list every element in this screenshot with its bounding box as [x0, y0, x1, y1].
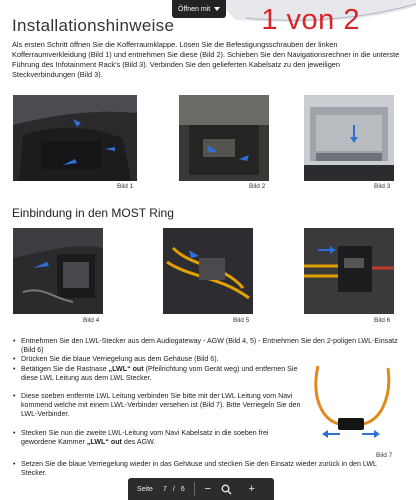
list-item — [12, 460, 404, 478]
photo-bild-3 — [304, 95, 394, 181]
photo-bild-7 — [306, 362, 396, 448]
caption-bild-4: Bild 4 — [83, 317, 100, 324]
photo-bild-5 — [163, 228, 253, 314]
pager-divider — [194, 482, 195, 496]
caret-down-icon — [214, 7, 220, 11]
list-item: • Diese soeben entfernte LWL Leitung verbinden Sie bitte mit der LWL Leitung vom Navi kommend welche mit einem LWL-Verbinder versehen ist (Bild 7). Bitte Verriegeln Sie den LWL-Verbinder. — [12, 392, 302, 420]
intro-paragraph: Als ersten Schritt öffnen Sie die Kofferraumklappe. Lösen Sie die Befestigungsschrauben der linken Kofferraumverkleidung (Bild 1) und entnehmen Sie diese (Bild 2). Schieben Sie den Navigationsrechner in die unterste Führung des Infotainment Rack's (Bild 3). Verbinden Sie den gelieferten Kabelsatz zu den jeweiligen Steckverbindungen (Bild 3). — [12, 40, 400, 79]
photo-bild-6 — [304, 228, 394, 314]
list-item-text: Stecken Sie nun die zweite LWL-Leitung vom Navi Kabelsatz in die soeben frei gewordene Kammer — [21, 428, 269, 446]
caption-bild-5: Bild 5 — [233, 317, 250, 324]
list-item — [12, 429, 302, 447]
current-page-field[interactable]: 7 — [162, 485, 167, 493]
total-pages: 6 — [180, 485, 185, 493]
page-label: Seite — [137, 485, 153, 493]
zoom-out-button[interactable]: − — [204, 482, 211, 495]
photo-bild-4 — [13, 228, 103, 314]
list-item — [12, 365, 302, 383]
caption-bild-6: Bild 6 — [374, 317, 391, 324]
page-title: Installationshinweise — [12, 16, 175, 35]
caption-bild-1: Bild 1 — [117, 183, 134, 190]
caption-bild-2: Bild 2 — [249, 183, 266, 190]
page-marker: 1 von 2 — [261, 4, 360, 36]
caption-bild-7: Bild 7 — [376, 452, 393, 459]
list-item: • Drücken Sie die blaue Verriegelung aus dem Gehäuse (Bild 6). — [12, 355, 302, 364]
caption-bild-3: Bild 3 — [374, 183, 391, 190]
zoom-in-button[interactable]: + — [248, 482, 255, 495]
list-item-emphasis: „LWL“ out — [108, 364, 144, 373]
bottom-instruction: • Setzen Sie die blaue Verriegelung wieder in das Gehäuse und stecken Sie den Einsatz wieder zurück in den LWL Stecker. — [12, 460, 404, 478]
page-separator: / — [172, 485, 175, 493]
list-item-text: (Pfeilrichtung vom Gerät weg) und entfernen Sie diese LWL Leitung aus dem LWL Stecker. — [21, 364, 298, 382]
photo-bild-2 — [179, 95, 269, 181]
list-item-text: des AGW. — [121, 437, 156, 446]
open-with-button[interactable] — [172, 0, 226, 18]
page-navigator — [128, 478, 274, 500]
list-item-text: Betätigen Sie die Rastnase — [21, 364, 109, 373]
open-with-label: Öffnen mit — [178, 5, 211, 13]
instruction-list — [12, 337, 398, 447]
zoom-search-icon[interactable] — [221, 484, 239, 495]
section-heading: Einbindung in den MOST Ring — [12, 206, 174, 220]
list-item-emphasis: „LWL“ out — [86, 437, 122, 446]
list-item: • Entnehmen Sie den LWL-Stecker aus dem Audiogateway - AGW (Bild 4, 5) - Entnehmen Sie den 2-poligen LWL-Einsatz (Bild 6) — [12, 337, 413, 355]
photo-bild-1 — [13, 95, 137, 181]
